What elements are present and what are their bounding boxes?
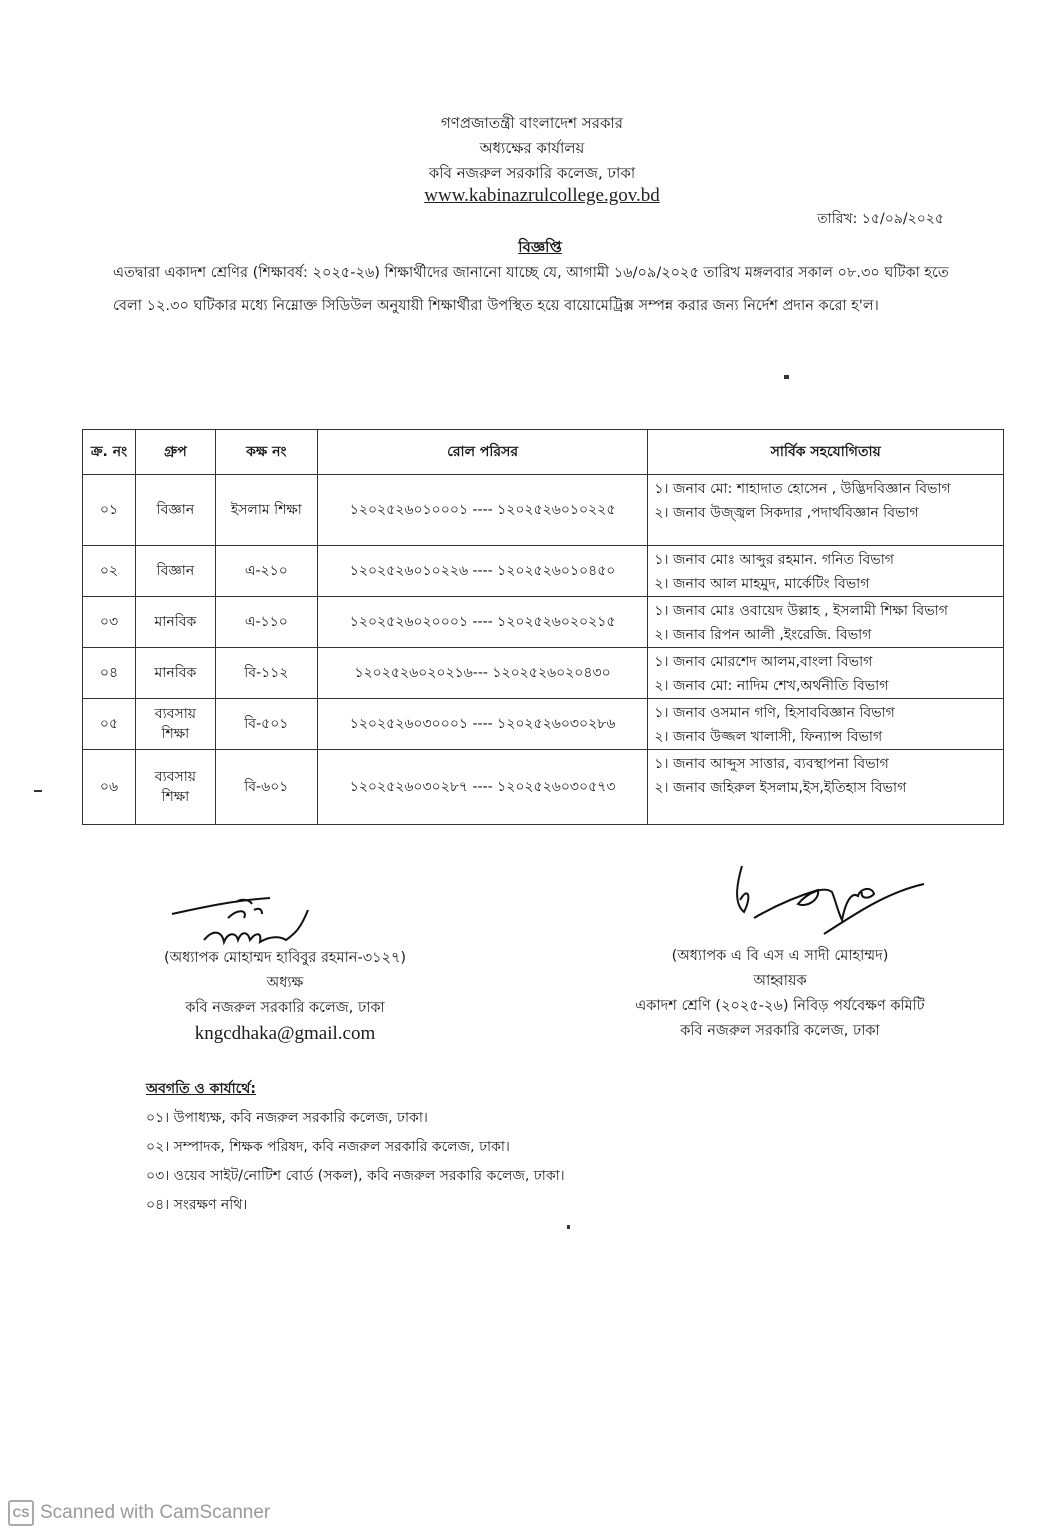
convener-signatory xyxy=(610,944,950,1044)
table-row xyxy=(83,475,1004,546)
principal-email[interactable]: kngcdhaka@gmail.com xyxy=(194,1023,376,1044)
cell-group: বিজ্ঞান xyxy=(135,475,215,546)
copy-to-item: ০৪। সংরক্ষণ নথি। xyxy=(146,1197,248,1213)
table-header-row xyxy=(83,430,1004,475)
cell-group: ব্যবসায় শিক্ষা xyxy=(135,750,215,825)
cell-roll-range: ১২০২৫২৬০১০০০১ ---- ১২০২৫২৬০১০২২৫ xyxy=(317,475,648,546)
cell-serial: ০১ xyxy=(83,475,136,546)
coop-teacher-2: ২। জনাব উজ্জল খালাসী, ফিন্যান্স বিভাগ xyxy=(654,729,883,745)
cell-group: ব্যবসায় শিক্ষা xyxy=(135,699,215,750)
coop-teacher-2: ২। জনাব জহিরুল ইসলাম,ইস,ইতিহাস বিভাগ xyxy=(654,780,907,796)
principal-name: (অধ্যাপক মোহাম্মদ হাবিবুর রহমান-৩১২৭) xyxy=(163,950,407,966)
convener-designation: আহ্বায়ক xyxy=(753,973,807,989)
cell-cooperation xyxy=(648,648,1004,699)
copy-to-section xyxy=(146,1075,565,1220)
scan-speck xyxy=(34,790,42,792)
coop-teacher-1: ১। জনাব মোঃ আব্দুর রহমান. গনিত বিভাগ xyxy=(654,552,894,568)
committee-name: একাদশ শ্রেণি (২০২৫-২৬) নিবিড় পর্যবেক্ষণ কমিটি xyxy=(635,998,925,1014)
convener-signature-icon xyxy=(728,856,928,936)
col-header-serial: ক্র. নং xyxy=(83,430,136,475)
coop-teacher-1: ১। জনাব আব্দুস সাত্তার, ব্যবস্থাপনা বিভাগ xyxy=(654,756,889,772)
table-row xyxy=(83,648,1004,699)
cell-cooperation xyxy=(648,546,1004,597)
cell-group: মানবিক xyxy=(135,597,215,648)
cell-room: বি-১১২ xyxy=(215,648,317,699)
office-header: অধ্যক্ষের কার্যালয় xyxy=(479,139,585,157)
coop-teacher-2: ২। জনাব উজ্জ্বল সিকদার ,পদার্থবিজ্ঞান বিভাগ xyxy=(654,505,919,521)
camscanner-logo-icon: CS xyxy=(8,1500,34,1526)
coop-teacher-2: ২। জনাব মো: নাদিম শেখ,অর্থনীতি বিভাগ xyxy=(654,678,889,694)
coop-teacher-1: ১। জনাব মো: শাহাদাত হোসেন , উদ্ভিদবিজ্ঞান বিভাগ xyxy=(654,481,951,497)
copy-to-item: ০৩। ওয়েব সাইট/নোটিশ বোর্ড (সকল), কবি নজরুল সরকারি কলেজ, ঢাকা। xyxy=(146,1168,565,1184)
col-header-group: গ্রুপ xyxy=(135,430,215,475)
principal-signatory xyxy=(140,946,430,1046)
table-row xyxy=(83,597,1004,648)
cell-roll-range: ১২০২৫২৬০২০২১৬--- ১২০২৫২৬০২০৪৩০ xyxy=(317,648,648,699)
cell-roll-range: ১২০২৫২৬০১০২২৬ ---- ১২০২৫২৬০১০৪৫০ xyxy=(317,546,648,597)
govt-header: গণপ্রজাতন্ত্রী বাংলাদেশ সরকার xyxy=(440,114,624,132)
convener-institution: কবি নজরুল সরকারি কলেজ, ঢাকা xyxy=(680,1023,880,1039)
scan-speck xyxy=(567,1225,570,1229)
camscanner-watermark xyxy=(8,1500,270,1526)
cell-roll-range: ১২০২৫২৬০২০০০১ ---- ১২০২৫২৬০২০২১৫ xyxy=(317,597,648,648)
cell-room: এ-২১০ xyxy=(215,546,317,597)
col-header-cooperation: সার্বিক সহযোগিতায় xyxy=(648,430,1004,475)
cell-cooperation xyxy=(648,750,1004,825)
cell-room: বি-৬০১ xyxy=(215,750,317,825)
cell-serial: ০৪ xyxy=(83,648,136,699)
notice-title: বিজ্ঞপ্তি xyxy=(518,238,562,256)
cell-room: বি-৫০১ xyxy=(215,699,317,750)
principal-designation: অধ্যক্ষ xyxy=(266,975,304,991)
principal-signature-icon xyxy=(168,888,348,950)
notice-body: এতদ্বারা একাদশ শ্রেণির (শিক্ষাবর্ষ: ২০২৫-২৬) শিক্ষার্থীদের জানানো যাচ্ছে যে, আগামী ১৬/০৯/২০২৫ তারিখ মঙ্গলবার সকাল ০৮.৩০ ঘটিকা হতে বেলা ১২.৩০ ঘটিকার মধ্যে নিম্নোক্ত সিডিউল অনুযায়ী শিক্ষার্থীরা উপস্থিত হয়ে বায়োমেট্রিক্স সম্পন্ন করার জন্য নির্দেশ প্রদান করো হ'ল। xyxy=(113,265,949,314)
coop-teacher-1: ১। জনাব মোরশেদ আলম,বাংলা বিভাগ xyxy=(654,654,873,670)
cell-roll-range: ১২০২৫২৬০৩০০০১ ---- ১২০২৫২৬০৩০২৮৬ xyxy=(317,699,648,750)
cell-room: এ-১১০ xyxy=(215,597,317,648)
coop-teacher-2: ২। জনাব আল মাহমুদ, মার্কেটিং বিভাগ xyxy=(654,576,870,592)
cell-group: মানবিক xyxy=(135,648,215,699)
cell-serial: ০৫ xyxy=(83,699,136,750)
principal-institution: কবি নজরুল সরকারি কলেজ, ঢাকা xyxy=(185,1000,385,1016)
coop-teacher-1: ১। জনাব ওসমান গণি, হিসাববিজ্ঞান বিভাগ xyxy=(654,705,895,721)
cell-cooperation xyxy=(648,597,1004,648)
convener-name: (অধ্যাপক এ বি এস এ সাদী মোহাম্মদ) xyxy=(671,948,889,964)
cell-group: বিজ্ঞান xyxy=(135,546,215,597)
cell-cooperation xyxy=(648,475,1004,546)
table-row xyxy=(83,699,1004,750)
watermark-text: Scanned with CamScanner xyxy=(40,1502,271,1523)
coop-teacher-1: ১। জনাব মোঃ ওবায়েদ উল্লাহ , ইসলামী শিক্ষা বিভাগ xyxy=(654,603,948,619)
schedule-table xyxy=(82,429,1004,825)
copy-to-item: ০২। সম্পাদক, শিক্ষক পরিষদ, কবি নজরুল সরকারি কলেজ, ঢাকা। xyxy=(146,1139,510,1155)
cell-serial: ০৩ xyxy=(83,597,136,648)
col-header-roll-range: রোল পরিসর xyxy=(317,430,648,475)
cell-roll-range: ১২০২৫২৬০৩০২৮৭ ---- ১২০২৫২৬০৩০৫৭৩ xyxy=(317,750,648,825)
col-header-room: কক্ষ নং xyxy=(215,430,317,475)
website-link[interactable]: www.kabinazrulcollege.gov.bd xyxy=(424,185,660,206)
coop-teacher-2: ২। জনাব রিপন আলী ,ইংরেজি. বিভাগ xyxy=(654,627,872,643)
notice-date: তারিখ: ১৫/০৯/২০২৫ xyxy=(817,211,944,227)
cell-cooperation xyxy=(648,699,1004,750)
college-header: কবি নজরুল সরকারি কলেজ, ঢাকা xyxy=(428,164,636,182)
cell-room: ইসলাম শিক্ষা xyxy=(215,475,317,546)
cell-serial: ০২ xyxy=(83,546,136,597)
copy-to-item: ০১। উপাধ্যক্ষ, কবি নজরুল সরকারি কলেজ, ঢাকা। xyxy=(146,1110,428,1126)
scan-speck xyxy=(784,375,789,379)
cell-serial: ০৬ xyxy=(83,750,136,825)
copy-to-title: অবগতি ও কার্যার্থে: xyxy=(146,1081,256,1097)
table-row xyxy=(83,546,1004,597)
table-row xyxy=(83,750,1004,825)
